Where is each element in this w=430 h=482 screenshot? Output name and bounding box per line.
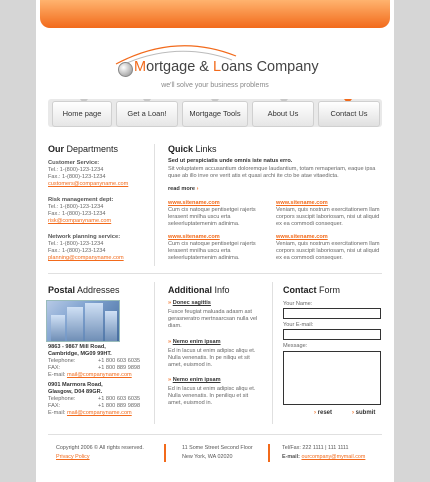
contact-title: Contact Form (283, 285, 340, 295)
postal-title: Postal Addresses (48, 285, 120, 295)
top-orange-bar (40, 0, 390, 28)
privacy-policy-link[interactable]: Privacy Policy (56, 454, 90, 460)
additional-link[interactable]: » Nemo enim ipsam (168, 377, 221, 383)
departments-title: Our Departments (48, 144, 119, 154)
globe-icon (118, 62, 133, 77)
read-more-link[interactable]: read more › (168, 186, 199, 192)
email-link[interactable]: risk@companyname.com (48, 218, 112, 224)
nav-get-loan[interactable]: Get a Loan! (116, 101, 178, 127)
company-logo[interactable]: Mortgage & Loans Company (134, 59, 319, 75)
quick-links-title: Quick Links (168, 144, 217, 154)
footer-email-link[interactable]: ourcompany@mymail.com (301, 454, 366, 460)
reset-button[interactable]: › reset (314, 410, 332, 416)
buildings-image (46, 300, 120, 342)
additional-title: Additional Info (168, 285, 230, 295)
message-textarea[interactable] (283, 351, 381, 405)
page: Mortgage & Loans Company we'll solve your business problems Home page Get a Loan! Mortgage Tools About Us Contact Us Our Departments Customer Service: Tel.: 1-(800)-123-1234 Fax.: 1-(800)-123-1234 customers@companyname.com Risk management dept: Tel.: 1-(800)-123-1234 Fax.: 1-(800)-123-1234 risk@companyname.com Network planning service: Tel.: 1-(800)-123-1234 Fax.: 1-(800)-123-1234 planning@companyname.com Quick Links Sed ut perspiciatis unde omnis iste natus erro. Sit voluptatem accusantium doloremque laudantium, totam remaperiam, eaque ipsa quae ab illo inve ore verit atis et quasi archi ite cto be atae vitaedicta. read more › www.sitename.com Cum cis natoque pentisetgei rajerts lerasent mnilha uscu erta seleerluptatemenim adinima. www.sitename.com Veniam, quis nostrum exercitationem llam corpors suscipit laboriosam, nisi ut aliquid ex ea commodi consequer. www.sitename.com Cum cis natoque pentisetgei rajerts lerasent mnilha uscu erta seleerluptatemenim adinima. www.sitename.com Veniam, quis nostrum exercitationem llam corpors suscipit laboriosam, nisi ut aliquid ex ea commodi consequer. Postal Addresses 9863 - 9867 Mill Road, Cambridge, MG09 99HT. Telephone: +1 800 603 6035 FAX: +1 800 889 9898 E-mail: mail@companyname.com 0901 Marmora Road, Glasgow, D04 89GR. Telephone: +1 800 603 6035 FAX: +1 800 889 9898 E-mail: mail@companyname.com Additional Info » Donec sagittis Fusce feugiat maluada adasm ast gerasneratro mertnsarcsan nulla vel diam. » Nemo enim ipsam Ed in lacus ut enim adipisc aliqu et. Nulla venenatis. In pe niliqu et sit amet, euismod in. » Nemo enim ipsam Ed in lacus ut enim adipisc aliqu et. Nulla venenatis. In peniliqu et sit amet, euismod in. Contact Form Your Name: Your E-mail: Message: › reset › submit Copyright 2006 © All rights reserved. Privacy Policy 11 Some Street Second Floor New York, WA 02020 Tel/Fax: 222 1111 | 111 1111 E-mail: ourcompany@mymail.com (36, 0, 394, 482)
nav-contact[interactable]: Contact Us (318, 101, 380, 127)
name-input[interactable] (283, 308, 381, 319)
tagline: we'll solve your business problems (161, 82, 269, 89)
main-nav (48, 99, 382, 127)
additional-link[interactable]: » Nemo enim ipsam (168, 339, 221, 345)
nav-home[interactable]: Home page (52, 101, 112, 127)
additional-link[interactable]: » Donec sagittis (168, 300, 211, 306)
nav-mortgage-tools[interactable]: Mortgage Tools (182, 101, 248, 127)
footer: Copyright 2006 © All rights reserved. Privacy Policy 11 Some Street Second Floor New York, WA 02020 Tel/Fax: 222 1111 | 111 1111 E-mail: ourcompany@mymail.com (56, 445, 366, 460)
submit-button[interactable]: › submit (352, 410, 375, 416)
email-link[interactable]: customers@companyname.com (48, 181, 129, 187)
header (36, 28, 394, 100)
nav-about[interactable]: About Us (252, 101, 314, 127)
email-input[interactable] (283, 329, 381, 340)
email-link[interactable]: planning@companyname.com (48, 255, 124, 261)
